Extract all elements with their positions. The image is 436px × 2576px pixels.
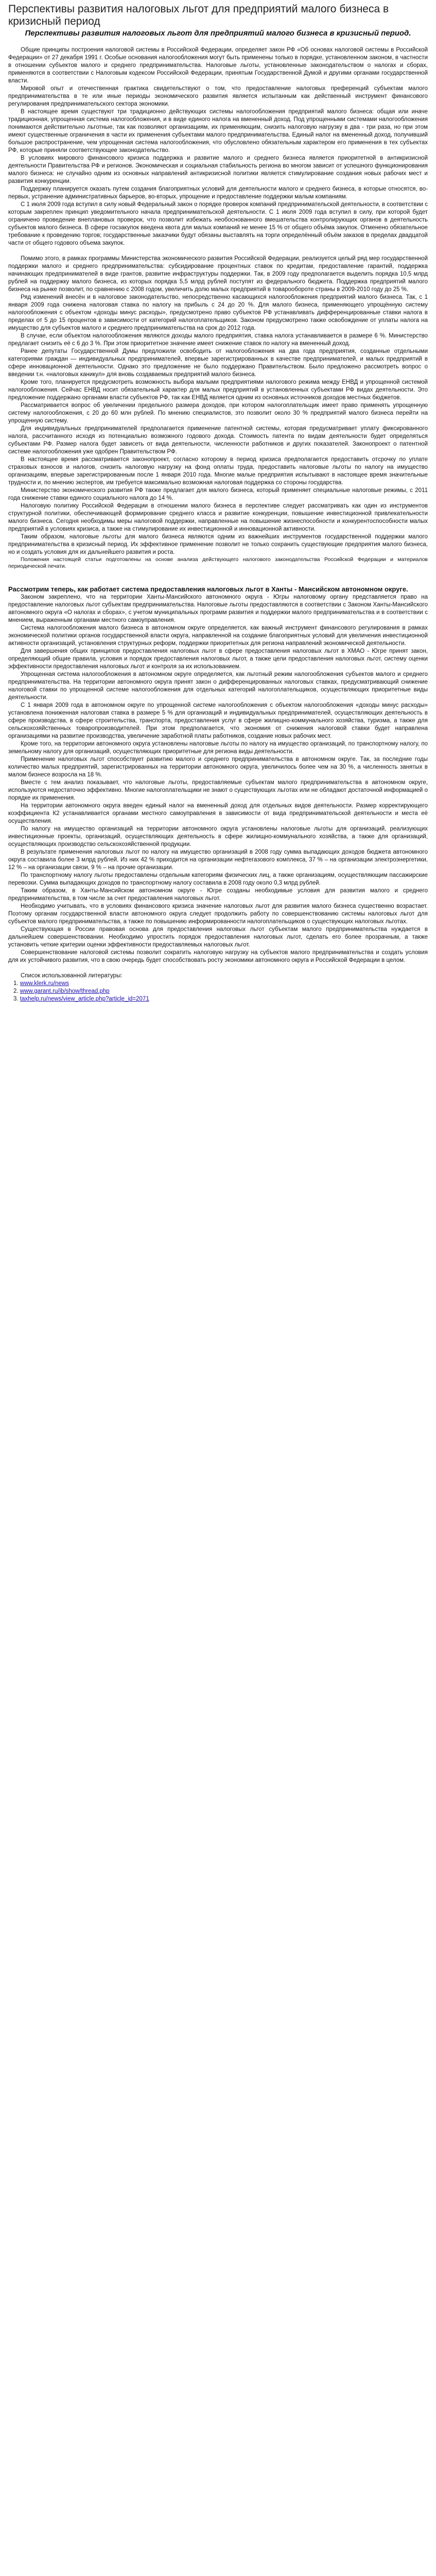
- section-title: Рассмотрим теперь, как работает система предоставления налоговых льгот в Ханты - Мансийском автономном округе.: [8, 585, 408, 593]
- paragraph: Помимо этого, в рамках программы Министерства экономического развития Российской Федерации, реализуется целый ряд мер государственной поддержки малого и среднего предпринимательства: субсидирование процентных ставок по кредитам, предоставление гарантий, поддержка начинающих предпринимателей в виде грантов, развитие инфраструктуры поддержки. Так, в 2009 году предполагается выделить порядка 10,5 млрд рублей на поддержку малого бизнеса, из которых порядка 5,5 млрд рублей поступят из федерального бюджета. Поддержка предприятий малого бизнеса на рынке позволит, по сравнению с 2008 годом, увеличить долю малых предприятий в товарообороте страны в 2009-2010 году до 25 %.: [8, 256, 428, 293]
- paragraph: В настоящее время рассматривается законопроект, согласно которому в период кризиса предполагается предоставить отсрочку по уплате страховых взносов и налогов, снизить налоговую нагрузку на фонд оплаты труда, предоставить налоговые льготы по налогу на имущество организациям, впервые зарегистрированным после 1 января 2010 года. Многие малые предприятия испытывают в настоящее время значительные трудности и, по мнению экспертов, им требуется максимально возможная налоговая поддержка со стороны государства.: [8, 456, 428, 486]
- paragraph: Рассматривается вопрос об увеличении предельного размера доходов, при котором налогоплательщик имеет право применять упрощенную систему налогообложения, с 20 до 60 млн рублей. По мнению специалистов, это позволит около 30 % предприятий малого бизнеса перейти на упрощенную систему.: [8, 402, 428, 424]
- paragraph: В условиях мирового финансового кризиса поддержка и развитие малого и среднего бизнеса является приоритетной в антикризисной деятельности Правительства РФ и регионов. Экономическая и социальная стабильность региона во многом зависит от успешного функционирования малого бизнеса: не случайно одним из основных направлений антикризисной политики является стимулирование создания новых рабочих мест и развития конкуренции.: [8, 155, 428, 184]
- paragraph: Для индивидуальных предпринимателей предполагается применение патентной системы, которая предусматривает уплату фиксированного налога, рассчитанного исходя из потенциально возможного годового дохода. Стоимость патента по видам деятельности будет определяться субъектами РФ. Размер налога будет зависеть от вида деятельности, численности работников и других показателей. Законопроект о патентной системе налогообложения уже одобрен Правительством РФ.: [8, 426, 428, 455]
- reference-item: 2. www.garant.ru/ib/show/thread.php: [13, 988, 110, 994]
- paragraph: Мировой опыт и отечественная практика свидетельствуют о том, что предоставление налоговых преференций субъектам малого предпринимательства в те или иные периоды экономического развития является испытанным как действенный инструмент финансового регулирования предпринимательского сектора экономики.: [8, 86, 428, 107]
- document-page: [0, 0, 436, 1003]
- footnote: Положения настоящей статьи подготовлены на основе анализа действующего налогового законодательства Российской Федерации и материалов периодической печати.: [8, 556, 428, 569]
- paragraph: Таким образом, в Ханты-Мансийском автономном округе - Югре созданы необходимые условия для развития малого и среднего предпринимательства, в том числе за счет предоставления налоговых льгот.: [8, 888, 428, 902]
- references-title: Список использованной литературы:: [21, 973, 123, 979]
- paragraph: Ряд изменений внесён и в налоговое законодательство, непосредственно касающихся налогообложения предприятий малого бизнеса. Так, с 1 января 2009 года снижена налоговая ставка по налогу на прибыль с 24 до 20 %. Для малого бизнеса, применяющего упрощённую систему налогообложения с объектом «доходы минус расходы», предусмотрено право субъектов РФ устанавливать дифференцированные ставки налога в пределах от 5 до 15 процентов в зависимости от категорий налогоплательщиков. Законом предусмотрено также освобождение от уплаты налога на имущество для субъектов малого и среднего предпринимательства на срок до 2012 года.: [8, 294, 428, 331]
- paragraph: Кроме того, планируется предусмотреть возможность выбора малыми предприятиями налогового режима между ЕНВД и упрощенной системой налогообложения. Сейчас ЕНВД носит обязательный характер для малых предприятий в установленных субъектами РФ видах деятельности. Это предложение поддержано органами власти субъектов РФ, так как ЕНВД является одним из основных источников доходов местных бюджетов.: [8, 379, 428, 401]
- paragraph: По транспортному налогу льготы предоставлены отдельным категориям физических лиц, а также организациям, осуществляющим пассажирские перевозки. Сумма выпадающих доходов по транспортному налогу составила в 2008 году около 0,3 млрд рублей.: [8, 872, 428, 886]
- paragraph: В настоящее время существуют три традиционно действующих системы налогообложения предприятий малого бизнеса: общая или иначе традиционная, упрощенная система налогообложения, и в виде единого налога на вмененный доход. Под упрощенными системами налогообложения понимаются действительно льготные, так как позволяют организациям, их применяющим, снизить налоговую нагрузку в два - три раза, но при этом имеют существенные ограничения в части их применения субъектами малого предпринимательства. Единый налог на вмененный доход, получивший большое распространение, чем упрощенная система налогообложения, что обусловлено обязательным характером его применения в тех субъектах РФ, которые приняли соответствующее законодательство.: [8, 109, 428, 154]
- paragraph: Вместе с тем анализ показывает, что налоговые льготы, предоставляемые субъектам малого предпринимательства в автономном округе, используются недостаточно эффективно. Многие налогоплательщики не знают о существующих льготах или не обладают достаточной информацией о порядке их применения.: [8, 779, 428, 801]
- paragraph: Система налогообложения малого бизнеса в автономном округе определяется, как важный инструмент финансового регулирования в рамках экономической политики органов государственной власти округа, направленной на создание благоприятных условий для увеличения инвестиционной активности организаций, установления структурных реформ, поддержки приоритетных для региона направлений экономической деятельности.: [8, 625, 428, 647]
- paragraph: По налогу на имущество организаций на территории автономного округа установлены налоговые льготы для организаций, реализующих инвестиционные проекты, организаций, осуществляющих деятельность в сфере жилищно-коммунального хозяйства, а также для организаций, осуществляющих производство сельскохозяйственной продукции.: [8, 826, 428, 848]
- paragraph: Налоговую политику Российской Федерации в отношении малого бизнеса в перспективе следует рассматривать как один из инструментов структурной политики, обеспечивающей формирование среднего класса и развитие конкуренции, повышение инвестиционной привлекательности малого бизнеса. Сегодня необходимы меры налоговой поддержки, направленные на повышение жизнеспособности и конкурентоспособности малых предприятий в условиях кризиса, а также на стимулирование их инвестиционной и инновационной активности.: [8, 503, 428, 532]
- references-list: [8, 980, 428, 1003]
- paragraph: С 1 июля 2009 года вступил в силу новый Федеральный закон о порядке проверок компаний предпринимательской деятельности, в соответствии с которым закреплен принцип уведомительного начала предпринимательской деятельности. С 1 июля 2009 года вступил в силу, при которой будет ограничено проведение внеплановых проверок, что позволит избежать необоснованного вмешательства контролирующих органов в деятельность субъектов малого бизнеса. В сфере госзакупок введена квота для малых компаний не менее 15 % от общего объёма закупок. Отменено обязательное требование к проведению торгов; государственные заказчики будут обязаны выставлять на торги определённый объём заказов в пределах двадцатой части от общего годового объема закупок.: [8, 201, 428, 246]
- reference-item: 3. taxhelp.ru/news/view_article.php?article_id=2071: [13, 996, 149, 1002]
- paragraph: Существующая в России правовая основа для предоставления налоговых льгот субъектам малого предпринимательства нуждается в дальнейшем совершенствовании. Необходимо упростить порядок предоставления налоговых льгот, сделать его более прозрачным, а также установить четкие критерии оценки эффективности предоставляемых налоговых льгот.: [8, 926, 428, 948]
- paragraph: Кроме того, на территории автономного округа установлены налоговые льготы по налогу на имущество организаций, по транспортному налогу, по земельному налогу для организаций, осуществляющих приоритетные для региона виды деятельности.: [8, 741, 428, 755]
- paragraph: Министерство экономического развития РФ также предлагает для малого бизнеса, который применяет специальные налоговые режимы, с 2011 года снижение ставки единого социального налога до 14 %.: [8, 487, 428, 501]
- paragraph: В результате применения налоговых льгот по налогу на имущество организаций в 2008 году сумма выпадающих доходов бюджета автономного округа составила более 3 млрд рублей. Из них 42 % приходится на организации нефтегазового комплекса, 37 % – на организации электроэнергетики, 12 % – на организации связи, 9 % – на прочие организации.: [8, 849, 428, 871]
- reference-link[interactable]: www.klerk.ru/news: [20, 980, 69, 987]
- paragraph: С 1 января 2009 года в автономном округе по упрощенной системе налогообложения с объектом налогообложения «доходы минус расходы» установлена пониженная налоговая ставка в размере 5 % для организаций и индивидуальных предпринимателей, осуществляющих деятельность в сфере производства, в сфере строительства, транспорта, предоставления услуг в сфере жилищно-коммунального хозяйства, туризма, а также для сельскохозяйственных товаропроизводителей. При этом предполагается, что экономия от снижения налоговой ставки будет направлена организациями на развитие производства, увеличение заработной платы работников, создание новых рабочих мест.: [8, 702, 428, 739]
- paragraph: Общие принципы построения налоговой системы в Российской Федерации, определяет закон РФ «Об основах налоговой системы в Российской Федерации» от 27 декабря 1991 г. Особые основания налогообложения могут быть применены только в порядке, установленном законом, в частности в отношении субъектов малого и среднего предпринимательства. Налоговые льготы, установленные законодательством о налогах и сборах, применяются в соответствии с Налоговым кодексом Российской Федерации, принятым Государственной Думой и другими органами государственной власти.: [8, 47, 428, 84]
- paragraph: Законом закреплено, что на территории Ханты-Мансийского автономного округа - Югры налоговому органу представляется право на предоставление налоговых льгот субъектам предпринимательства. Налоговые льготы предоставляются в соответствии с Законом Ханты-Мансийского автономного округа «О налогах и сборах», с учетом муниципальных программ развития и поддержки малого предпринимательства и в соответствии с мнением, выраженным органами местного самоуправления.: [8, 594, 428, 623]
- paragraph: Необходимо учитывать, что в условиях финансового кризиса значение налоговых льгот для развития малого бизнеса существенно возрастает. Поэтому органам государственной власти автономного округа следует продолжить работу по совершенствованию системы налоговых льгот для субъектов малого предпринимательства, а также по повышению информированности налогоплательщиков о существующих налоговых льготах.: [8, 903, 428, 925]
- paragraph: Для завершения общих принципов предоставления налоговых льгот в сфере предоставления налоговых льгот в ХМАО - Югре принят закон, определяющий общие правила, условия и порядок предоставления налоговых льгот, а также цели предоставления налоговых льгот, систему оценки эффективности предоставления налоговых льгот и контроля за их использованием.: [8, 648, 428, 670]
- paragraph: На территории автономного округа введен единый налог на вмененный доход для отдельных видов деятельности. Размер корректирующего коэффициента К2 устанавливается органами местного самоуправления в зависимости от вида предпринимательской деятельности и места её осуществления.: [8, 803, 428, 824]
- paragraph: Ранее депутаты Государственной Думы предложили освободить от налогообложения на два года предприятия, созданные отдельными категориями граждан — индивидуальных предпринимателей, впервые зарегистрированных в качестве предпринимателей, и малых предприятий в сфере инновационной деятельности. Однако это предложение не было поддержано Правительством. Было предложено рассмотреть вопрос о введении т.н. «налоговых каникул» для вновь создаваемых предприятий малого бизнеса.: [8, 348, 428, 378]
- paragraph: Таким образом, налоговые льготы для малого бизнеса являются одним из важнейших инструментов государственной поддержки малого предпринимательства в кризисный период. Их эффективное применение позволит не только сохранить существующие предприятия малого бизнеса, но и создать условия для их дальнейшего развития и роста.: [8, 534, 428, 555]
- page-title: Перспективы развития налоговых льгот для предприятий малого бизнеса в кризисный период: [8, 3, 389, 27]
- reference-link[interactable]: www.garant.ru/ib/show/thread.php: [20, 988, 110, 994]
- paragraph: Поддержку планируется оказать путем создания благоприятных условий для деятельности малого и среднего бизнеса, в которые относятся, во-первых, устранение административных барьеров, во-вторых, упрощение и предоставление поддержки малым компаниям.: [8, 186, 428, 200]
- paragraph: Применение налоговых льгот способствует развитию малого и среднего предпринимательства в автономном округе. Так, за последние годы количество малых предприятий, зарегистрированных на территории автономного округа, увеличилось более чем на 30 %, а численность занятых в малом бизнесе возросла на 18 %.: [8, 756, 428, 778]
- paragraph: Упрощенная система налогообложения в автономном округе определяется, как льготный режим налогообложения субъектов малого и среднего предпринимательства. На территории автономного округа принят закон о дифференцированных налоговых ставках, предусматривающий снижение налоговой ставки по упрощенной системе налогообложения для отдельных категорий налогоплательщиков, осуществляющих приоритетные виды деятельности.: [8, 671, 428, 701]
- reference-item: 1. www.klerk.ru/news: [13, 980, 69, 987]
- reference-link[interactable]: taxhelp.ru/news/view_article.php?article_id=2071: [20, 996, 149, 1002]
- paragraph: Совершенствование налоговой системы позволит сократить налоговую нагрузку на субъектов малого предпринимательства и создать условия для их устойчивого развития, что в свою очередь будет способствовать росту экономики автономного округа и Российской Федерации в целом.: [8, 950, 428, 963]
- document-subtitle: Перспективы развития налоговых льгот для предприятий малого бизнеса в кризисный период.: [25, 29, 411, 38]
- paragraph: В случае, если объектом налогообложения являются доходы малого предприятия, ставка налога устанавливается в размере 6 %. Министерство предлагает снизить её с 6 до 3 %. При этом приоритетное значение имеет снижение ставок по налогу на вмененный доход.: [8, 333, 428, 347]
